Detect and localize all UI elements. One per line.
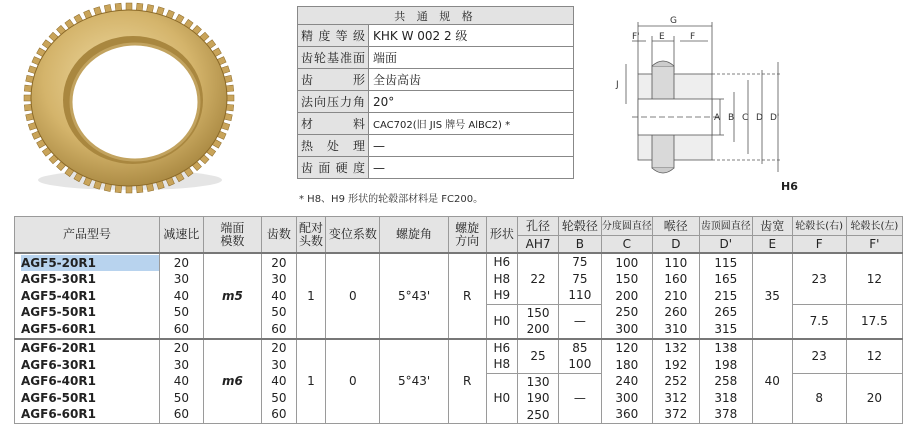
unit-bore: AH7 (518, 236, 559, 254)
model-cell (15, 339, 160, 424)
bore-cell-line: 200 (526, 322, 550, 336)
shape-cell-line: H8 (493, 271, 511, 286)
ratio-cell-line: 60 (173, 407, 190, 421)
model-cell-line: AGF6-50R1 (21, 390, 96, 405)
model-cell-line: AGF6-40R1 (21, 374, 96, 388)
col-teeth: 齿数 (261, 217, 296, 254)
throat-cell-line: 160 (664, 272, 688, 286)
common-spec-table (297, 6, 574, 179)
throat-cell-line: 132 (664, 341, 688, 355)
dim-label: E (659, 32, 665, 42)
bore-cell-line: 130 (526, 374, 550, 389)
tip-cell-line: 198 (714, 357, 738, 372)
dim-label: F' (632, 32, 640, 42)
ratio-cell-line: 50 (173, 305, 190, 319)
dim-label: A (714, 113, 721, 123)
unit-throat: D (652, 236, 699, 254)
pitch-cell-line: 300 (615, 321, 639, 336)
teeth-cell-line: 20 (271, 341, 287, 355)
module-cell: m6 (203, 339, 261, 424)
ratio-cell-line: 50 (173, 390, 190, 405)
model-cell-line: AGF6-30R1 (21, 357, 96, 372)
col-lead: 螺旋角 (380, 217, 448, 254)
hand-cell: R (448, 253, 486, 339)
tip-cell-line: 378 (714, 407, 738, 421)
spec-value: 20° (369, 91, 574, 113)
shape-cell-line: H6 (493, 340, 511, 355)
bore-cell-line: 250 (526, 407, 550, 422)
model-cell (15, 253, 160, 339)
pitch-cell-line: 150 (615, 272, 639, 286)
hubr-cell: 7.5 (792, 304, 846, 339)
dim-label: D (756, 113, 763, 123)
spec-key: 法向压力角 (298, 91, 369, 113)
shift-cell: 0 (326, 339, 380, 424)
col-hub: 轮毂径 (558, 217, 601, 236)
table-row (15, 253, 903, 304)
tip-cell-line: 318 (714, 390, 738, 405)
teeth-cell-line: 40 (271, 374, 287, 388)
tip-cell (699, 339, 752, 424)
col-shape: 形状 (486, 217, 518, 254)
pitch-cell-line: 240 (615, 374, 639, 388)
pitch-cell-line: 250 (615, 305, 639, 319)
pitch-cell (601, 253, 652, 339)
dim-label: B (728, 113, 735, 123)
col-hand: 螺旋 方向 (448, 217, 486, 254)
ratio-cell (159, 339, 203, 424)
throat-cell-line: 312 (664, 390, 688, 405)
tip-cell-line: 215 (714, 288, 738, 303)
starts-cell: 1 (296, 339, 326, 424)
col-ratio: 减速比 (159, 217, 203, 254)
dim-label: C (742, 113, 749, 123)
hub-cell-line: 75 (572, 271, 588, 286)
teeth-cell-line: 20 (271, 255, 287, 270)
shift-cell: 0 (326, 253, 380, 339)
teeth-cell (261, 339, 296, 424)
model-cell-line: AGF5-60R1 (21, 321, 96, 336)
throat-cell-line: 192 (664, 357, 688, 372)
unit-hub: B (558, 236, 601, 254)
shape-cell: H0 (486, 373, 518, 424)
spec-value: 全齿高齿 (369, 69, 574, 91)
col-hubr: 轮毂长(右) (792, 217, 846, 236)
shape-cell-line: H6 (493, 255, 511, 269)
hubl-cell: 20 (846, 373, 902, 424)
ratio-cell-line: 60 (173, 321, 190, 336)
shape-cell-line: H9 (493, 288, 511, 302)
spec-key: 材 料 (298, 113, 369, 135)
spec-value: KHK W 002 2 级 (369, 25, 574, 47)
pitch-cell-line: 100 (615, 255, 639, 270)
col-hubl: 轮毂长(左) (846, 217, 902, 236)
gear-photo (16, 2, 238, 202)
throat-cell-line: 372 (664, 407, 688, 421)
bore-cell (518, 304, 559, 339)
hub-cell (558, 339, 601, 374)
dimension-diagram (612, 14, 802, 184)
throat-cell (652, 339, 699, 424)
tip-cell-line: 138 (714, 341, 738, 355)
shape-cell (486, 339, 518, 374)
hubr-cell: 23 (792, 253, 846, 304)
throat-cell-line: 110 (664, 255, 688, 270)
ratio-cell-line: 30 (173, 272, 190, 286)
spec-title: 共 通 规 格 (298, 7, 574, 25)
teeth-cell-line: 30 (271, 357, 287, 372)
table-row (15, 339, 903, 374)
ratio-cell (159, 253, 203, 339)
diagram-shape-label: H6 (781, 180, 798, 193)
tip-cell (699, 253, 752, 339)
model-cell-line: AGF5-30R1 (21, 272, 96, 286)
model-cell-line: AGF5-20R1 (21, 255, 159, 272)
col-pitch: 分度圆直径 (601, 217, 652, 236)
teeth-cell-line: 60 (271, 407, 287, 421)
unit-hubr: F (792, 236, 846, 254)
spec-footnote: * H8、H9 形状的轮毂部材料是 FC200。 (299, 194, 484, 205)
pitch-cell-line: 200 (615, 288, 639, 303)
spec-value: CAC702(旧 JIS 牌号 AlBC2) * (369, 113, 574, 135)
spec-key: 热 处 理 (298, 135, 369, 157)
hub-cell-line: 100 (568, 357, 592, 371)
hub-cell (558, 253, 601, 304)
throat-cell-line: 252 (664, 374, 688, 388)
model-cell-line: AGF5-40R1 (21, 288, 96, 303)
col-tip: 齿顶圆直径 (699, 217, 752, 236)
model-cell-line: AGF6-60R1 (21, 407, 96, 421)
bore-cell (518, 373, 559, 424)
throat-cell (652, 253, 699, 339)
shape-cell: H0 (486, 304, 518, 339)
starts-cell: 1 (296, 253, 326, 339)
bore-cell-line: 150 (526, 305, 550, 320)
dim-label: F (690, 32, 696, 42)
teeth-cell-line: 30 (271, 272, 287, 286)
tip-cell-line: 165 (714, 272, 738, 286)
bore-cell-line: 190 (526, 391, 550, 405)
model-cell-line: AGF5-50R1 (21, 305, 96, 319)
shape-cell-line: H8 (493, 357, 511, 371)
col-throat: 喉径 (652, 217, 699, 236)
dim-label: D' (770, 113, 780, 123)
tip-cell-line: 115 (714, 255, 738, 270)
spec-key: 精度等级 (298, 25, 369, 47)
hubr-cell: 8 (792, 373, 846, 424)
pitch-cell-line: 120 (615, 341, 639, 355)
shape-cell (486, 253, 518, 304)
col-model: 产品型号 (15, 217, 160, 254)
col-module: 端面 模数 (203, 217, 261, 254)
ratio-cell-line: 20 (173, 255, 190, 270)
col-shift: 变位系数 (326, 217, 380, 254)
bore-cell: 25 (518, 339, 559, 374)
hubl-cell: 12 (846, 339, 902, 374)
ratio-cell-line: 20 (173, 341, 190, 355)
hubl-cell: 17.5 (846, 304, 902, 339)
width-cell: 40 (752, 339, 792, 424)
teeth-cell-line: 50 (271, 305, 287, 319)
unit-width: E (752, 236, 792, 254)
tip-cell-line: 258 (714, 374, 738, 388)
unit-hubl: F' (846, 236, 902, 254)
width-cell: 35 (752, 253, 792, 339)
hubl-cell: 12 (846, 253, 902, 304)
hub-cell-line: 85 (572, 340, 588, 355)
throat-cell-line: 210 (664, 288, 688, 303)
lead-cell: 5°43' (380, 339, 448, 424)
bore-cell: 22 (518, 253, 559, 304)
dim-label: G (670, 16, 677, 26)
col-width: 齿宽 (752, 217, 792, 236)
spec-key: 齿面硬度 (298, 157, 369, 179)
spec-key: 齿 形 (298, 69, 369, 91)
lead-cell: 5°43' (380, 253, 448, 339)
teeth-cell-line: 40 (271, 288, 287, 303)
col-bore: 孔径 (518, 217, 559, 236)
pitch-cell-line: 360 (615, 407, 639, 421)
hub-cell-line: 75 (572, 255, 588, 269)
unit-tip: D' (699, 236, 752, 254)
ratio-cell-line: 40 (173, 288, 190, 303)
module-cell: m5 (203, 253, 261, 339)
spec-key: 齿轮基准面 (298, 47, 369, 69)
teeth-cell-line: 50 (271, 390, 287, 405)
tip-cell-line: 265 (714, 305, 738, 319)
spec-value: 端面 (369, 47, 574, 69)
ratio-cell-line: 30 (173, 357, 190, 372)
pitch-cell (601, 339, 652, 424)
spec-value: — (369, 157, 574, 179)
teeth-cell (261, 253, 296, 339)
model-cell-line: AGF6-20R1 (21, 341, 96, 355)
pitch-cell-line: 180 (615, 357, 639, 372)
hand-cell: R (448, 339, 486, 424)
dim-label: J (616, 80, 619, 90)
ratio-cell-line: 40 (173, 374, 190, 388)
hub-cell: — (558, 373, 601, 424)
throat-cell-line: 260 (664, 305, 688, 319)
hubr-cell: 23 (792, 339, 846, 374)
throat-cell-line: 310 (664, 321, 688, 336)
tip-cell-line: 315 (714, 321, 738, 336)
col-starts: 配对 头数 (296, 217, 326, 254)
teeth-cell-line: 60 (271, 321, 287, 336)
product-table (14, 216, 903, 424)
pitch-cell-line: 300 (615, 390, 639, 405)
unit-pitch: C (601, 236, 652, 254)
spec-value: — (369, 135, 574, 157)
hub-cell: — (558, 304, 601, 339)
hub-cell-line: 110 (568, 288, 592, 302)
